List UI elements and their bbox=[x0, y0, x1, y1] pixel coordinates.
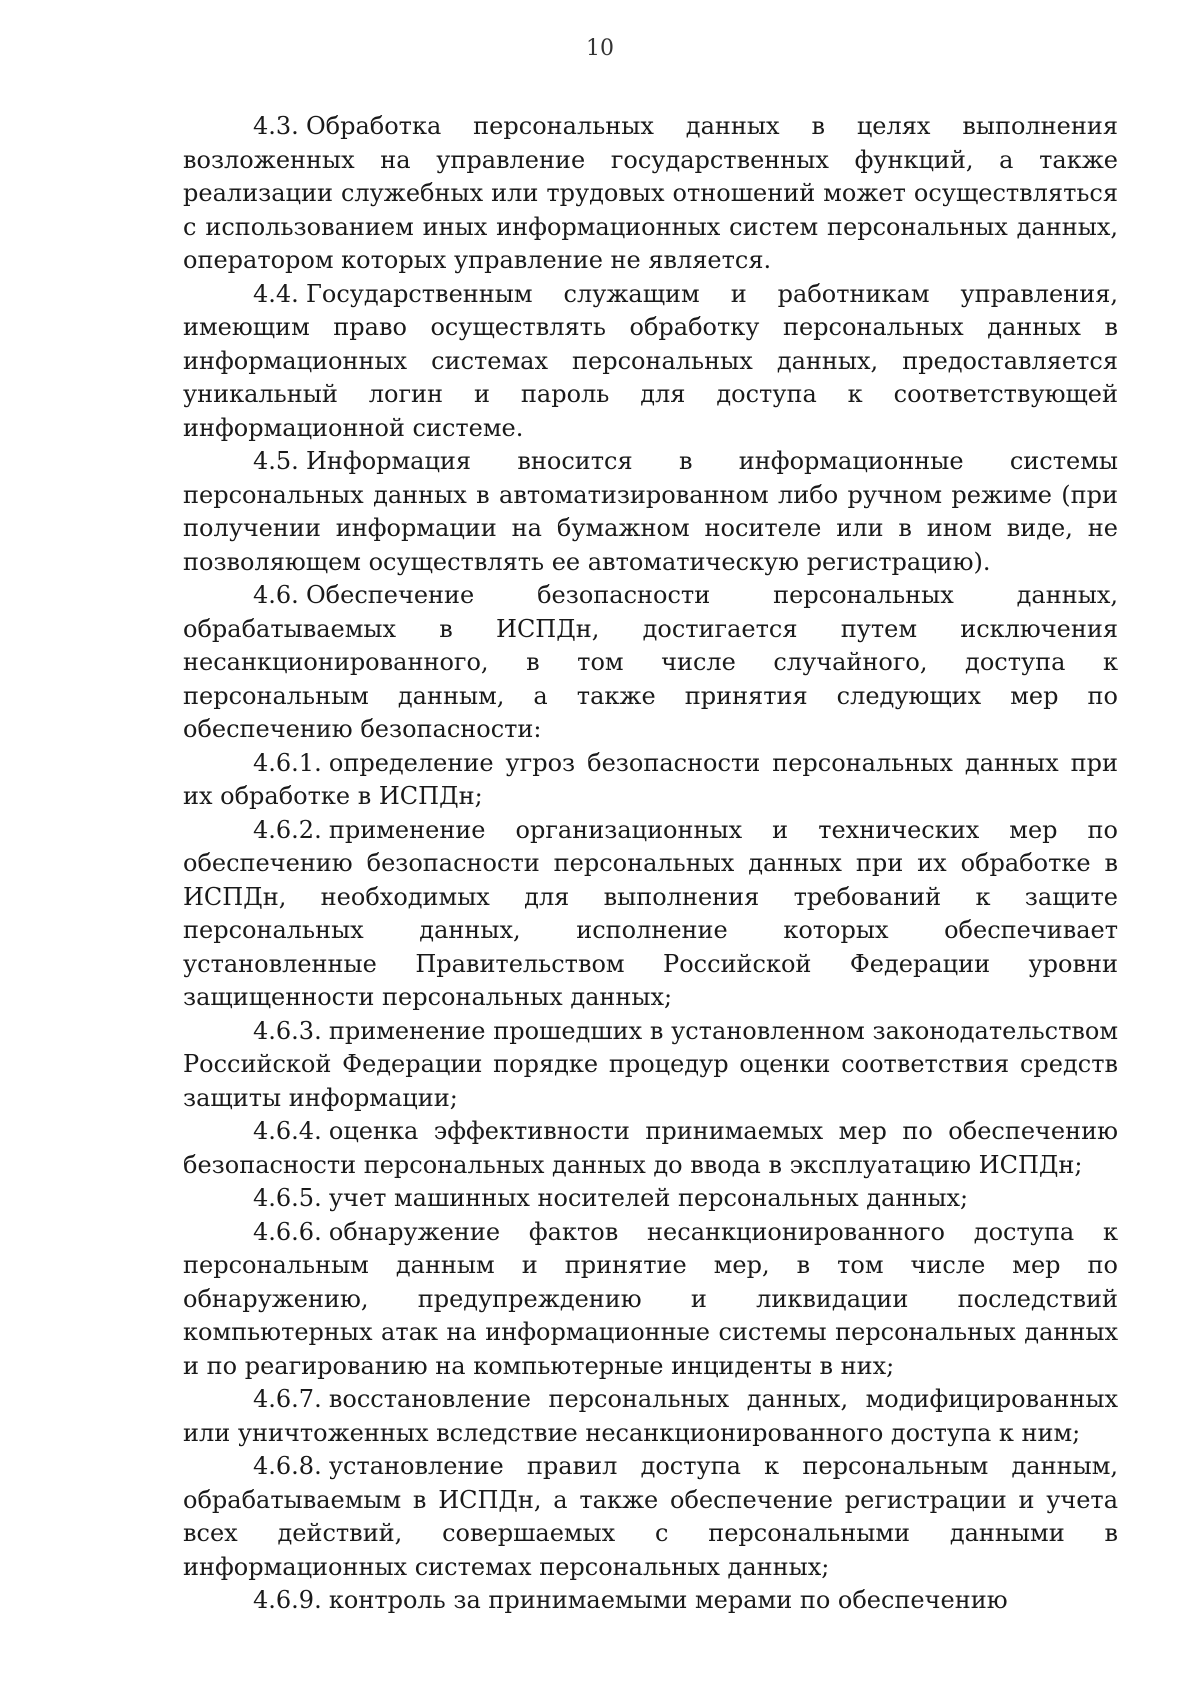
paragraph-4-6-7 bbox=[183, 1383, 1118, 1450]
paragraph-text: применение прошедших в установленном законодательством Российской Федерации порядке процедур оценки соответствия средств защиты информации; bbox=[183, 1016, 1118, 1112]
paragraph-4-6-1 bbox=[183, 747, 1118, 814]
paragraph-text: оценка эффективности принимаемых мер по обеспечению безопасности персональных данных до ввода в эксплуатацию ИСПДн; bbox=[183, 1117, 1118, 1179]
paragraph-text: учет машинных носителей персональных данных; bbox=[328, 1184, 969, 1212]
paragraph-4-4 bbox=[183, 278, 1118, 446]
paragraph-text: контроль за принимаемыми мерами по обеспечению bbox=[328, 1586, 1008, 1614]
paragraph-text: применение организационных и технических мер по обеспечению безопасности персональных данных при их обработке в ИСПДн, необходимых для выполнения требований к защите персональных данных, исполнение которых обеспечивает установленные Правительством Российской Федерации уровни защищенности персональных данных; bbox=[183, 815, 1118, 1011]
paragraph-text: определение угроз безопасности персональных данных при их обработке в ИСПДн; bbox=[183, 748, 1118, 810]
document-body bbox=[183, 110, 1118, 1618]
paragraph-number: 4.6.7. bbox=[253, 1385, 322, 1413]
paragraph-number: 4.6.6. bbox=[253, 1217, 322, 1246]
paragraph-4-6-4 bbox=[183, 1115, 1118, 1182]
paragraph-4-6-9 bbox=[183, 1584, 1118, 1618]
paragraph-text: восстановление персональных данных, модифицированных или уничтоженных вследствие несанкционированного доступа к ним; bbox=[183, 1385, 1118, 1447]
paragraph-text: обнаружение фактов несанкционированного доступа к персональным данным и принятие мер, в том числе мер по обнаружению, предупреждению и ликвидации последствий компьютерных атак на информационные системы персональных данных и по реагированию на компьютерные инциденты в них; bbox=[183, 1217, 1118, 1380]
paragraph-number: 4.6.1. bbox=[253, 748, 322, 777]
page-number: 10 bbox=[586, 36, 614, 61]
paragraph-4-5 bbox=[183, 445, 1118, 579]
paragraph-4-6 bbox=[183, 579, 1118, 747]
paragraph-4-6-6 bbox=[183, 1216, 1118, 1384]
paragraph-number: 4.6.4. bbox=[253, 1117, 322, 1145]
paragraph-number: 4.6.5. bbox=[253, 1184, 322, 1212]
paragraph-4-6-5 bbox=[183, 1182, 1118, 1216]
paragraph-text: Обеспечение безопасности персональных данных, обрабатываемых в ИСПДн, достигается путем исключения несанкционированного, в том числе случайного, доступа к персональным данным, а также принятия следующих мер по обеспечению безопасности: bbox=[183, 581, 1118, 743]
paragraph-text: Обработка персональных данных в целях выполнения возложенных на управление государственных функций, а также реализации служебных или трудовых отношений может осуществляться с использованием иных информационных систем персональных данных, оператором которых управление не является. bbox=[183, 112, 1118, 274]
paragraph-number: 4.6.3. bbox=[253, 1016, 322, 1045]
paragraph-number: 4.6.9. bbox=[253, 1586, 322, 1614]
paragraph-text: Информация вносится в информационные системы персональных данных в автоматизированном либо ручном режиме (при получении информации на бумажном носителе или в ином виде, не позволяющем осуществлять ее автоматическую регистрацию). bbox=[183, 447, 1118, 576]
paragraph-number: 4.6. bbox=[253, 581, 299, 609]
paragraph-number: 4.5. bbox=[253, 447, 299, 475]
paragraph-number: 4.4. bbox=[253, 279, 299, 308]
paragraph-4-3 bbox=[183, 110, 1118, 278]
paragraph-number: 4.6.8. bbox=[253, 1452, 322, 1480]
paragraph-number: 4.3. bbox=[253, 112, 299, 140]
paragraph-text: установление правил доступа к персональным данным, обрабатываемым в ИСПДн, а также обеспечение регистрации и учета всех действий, совершаемых с персональными данными в информационных системах персональных данных; bbox=[183, 1452, 1118, 1581]
paragraph-4-6-3 bbox=[183, 1015, 1118, 1116]
paragraph-text: Государственным служащим и работникам управления, имеющим право осуществлять обработку персональных данных в информационных системах персональных данных, предоставляется уникальный логин и пароль для доступа к соответствующей информационной системе. bbox=[183, 279, 1118, 442]
paragraph-number: 4.6.2. bbox=[253, 815, 322, 844]
paragraph-4-6-2 bbox=[183, 814, 1118, 1015]
paragraph-4-6-8 bbox=[183, 1450, 1118, 1584]
